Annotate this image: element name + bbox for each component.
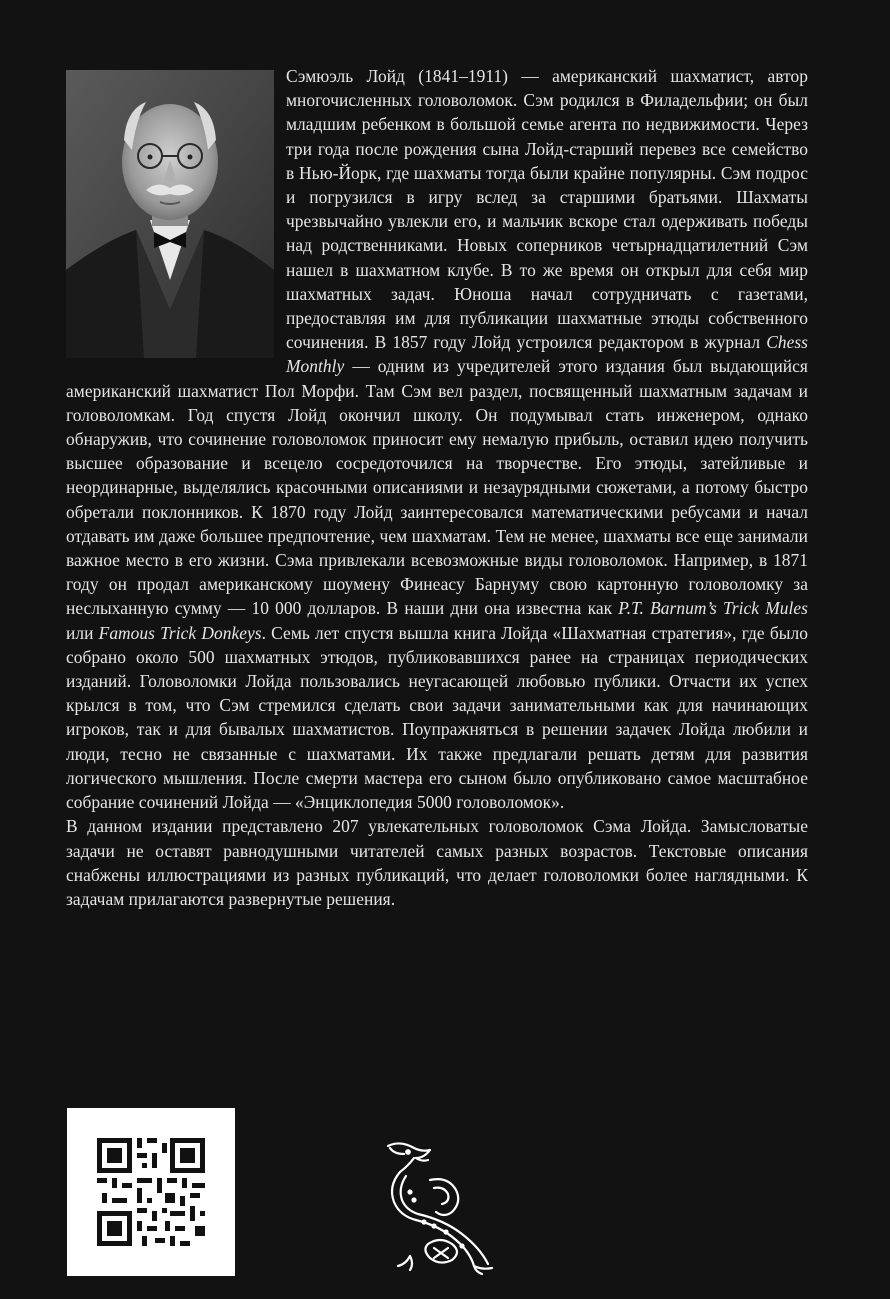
journal-title: Chess Monthly — [286, 332, 808, 377]
puzzle-title-2: Famous Trick Donkeys — [98, 622, 262, 643]
bio-ending: . Семь лет спустя вышла книга Лойда «Шахматная стратегия», где было собрано около 500 шахматных этюдов, публиковавшихся ранее на страницах периодических изданий. Головоломки Лойда пользовались неугасающей любовью публики. Отчасти их успех крылся в том, что Сэм стремился сделать свои задачи занимательными как для начинающих игроков, так и для бывалых шахматистов. Поупражняться в решении задачек Лойда любили и люди, тесно не связанные с шахматами. Их также предлагали решать детям для развития логического мышления. После смерти мастера его сыном было опубликовано самое масштабное собрание сочинений Лойда — «Энциклопедия 5000 головоломок». — [66, 622, 808, 813]
author-portrait — [66, 70, 274, 358]
paragraph-edition: В данном издании представлено 207 увлекательных головоломок Сэма Лойда. Замысловатые задачи не оставят равнодушными читателей самых разных возрастов. Текстовые описания снабжены иллюстрациями из разных публикаций, что делает головоломки более наглядными. К задачам прилагаются развернутые решения. — [66, 816, 808, 909]
qr-code-icon — [67, 1108, 235, 1276]
dragon-logo-icon — [370, 1136, 510, 1276]
bio-middle: — одним из учредителей этого издания был выдающийся американский шахматист Пол Морфи. Там Сэм вел раздел, посвященный шахматным задачам и головоломкам. Год спустя Лойд окончил школу. Он подумывал стать инженером, однако обнаружив, что сочинение головоломок приносит ему немалую прибыль, оставил идею получить высшее образование и всецело сосредоточился на творчестве. Его этюды, затейливые и неординарные, выделялись красочными описаниями и незаурядными сюжетами, а потому быстро обретали поклонников. К 1870 году Лойд заинтересовался математическими ребусами и начал отдавать им даже большее предпочтение, чем шахматам. Тем не менее, шахматы все еще занимали важное место в его жизни. Сэма привлекали всевозможные виды головоломок. Например, в 1871 году он продал американскому шоумену Финеасу Барнуму свою картонную головоломку за неслыханную сумму — 10 000 долларов. В наши дни она известна как — [66, 356, 808, 619]
puzzle-title-1: P.T. Barnum’s Trick Mules — [618, 598, 808, 619]
bio-intro: Сэмюэль Лойд (1841–1911) — американский шахматист, автор многочисленных головоломок. Сэм родился в Филадельфии; он был младшим ребенком в большой семье агента по недвижимости. Через три года после рождения сына Лойд-старший перевез все семейство в Нью-Йорк, где шахматы тогда были крайне популярны. Сэм подрос и погрузился в игру вслед за старшими братьями. Шахматы чрезвычайно увлекли его, и мальчик вскоре стал одерживать победы над родственниками. Новых соперников четырнадцатилетний Сэм нашел в шахматном клубе. В то же время он открыл для себя мир шахматных задач. Юноша начал сотрудничать с газетами, предоставляя им для публикации шахматные этюды собственного сочинения. В 1857 году Лойд устроился редактором в журнал — [286, 66, 808, 353]
or-word: или — [66, 622, 99, 643]
annotation-text — [66, 64, 808, 911]
